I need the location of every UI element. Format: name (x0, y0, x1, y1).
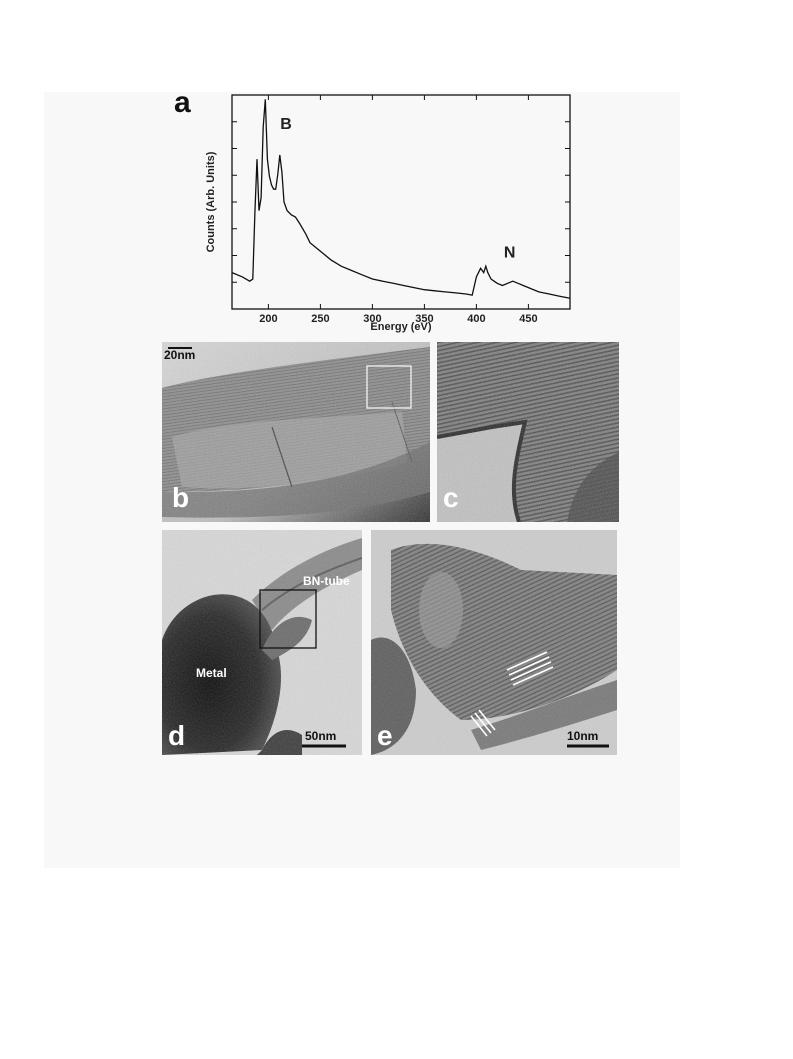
tem-image-b (162, 342, 430, 522)
x-tick-label: 300 (363, 313, 382, 325)
y-axis-label: Counts (Arb. Units) (205, 151, 217, 253)
panel-label-a: a (174, 86, 191, 119)
peak-label-b: B (280, 116, 292, 134)
bn-tube-label: BN-tube (303, 574, 350, 588)
x-tick-label: 200 (259, 313, 278, 325)
panel-label-c: c (443, 482, 459, 513)
tem-image-c (437, 342, 619, 522)
scale-bar-label-b: 20nm (164, 348, 196, 362)
panel-label-e: e (377, 720, 393, 751)
x-tick-label: 350 (415, 313, 434, 325)
eels-spectrum-chart (0, 0, 793, 340)
x-tick-label: 450 (519, 313, 538, 325)
metal-label: Metal (196, 666, 227, 680)
x-axis-ticks (259, 95, 537, 325)
x-tick-label: 400 (467, 313, 486, 325)
panel-label-b: b (172, 482, 190, 513)
scale-bar-label-e: 10nm (567, 729, 599, 743)
y-axis-ticks (232, 122, 570, 283)
peak-label-n: N (503, 244, 516, 262)
panel-label-d: d (168, 720, 186, 751)
tem-image-d (162, 530, 362, 755)
scale-bar-label-d: 50nm (305, 729, 337, 743)
tem-image-e (371, 530, 617, 755)
x-axis-label: Energy (eV) (370, 321, 432, 333)
x-tick-label: 250 (311, 313, 330, 325)
peak-annotations (280, 116, 515, 261)
